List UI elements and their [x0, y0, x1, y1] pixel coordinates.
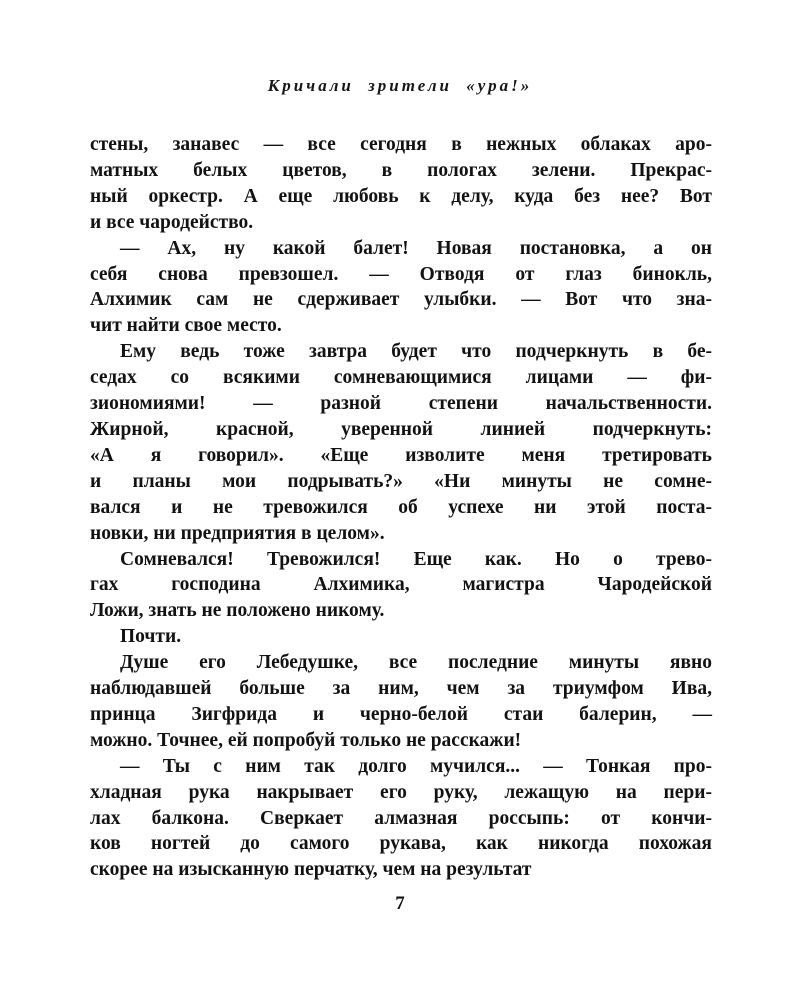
text-line: и все чародейство. — [90, 211, 254, 233]
paragraph — [90, 624, 712, 650]
text-line: седах со всякими сомневающимися лицами — фи- — [90, 367, 712, 389]
text-line: вался и не тревожился об успехе ни этой поста- — [90, 496, 712, 518]
page-number: 7 — [395, 893, 405, 914]
text-line: хладная рука накрывает его руку, лежащую на пери- — [90, 781, 712, 803]
text-line: Жирной, красной, уверенной линией подчеркнуть: — [90, 418, 712, 440]
text-line: чит найти свое место. — [90, 315, 282, 337]
text-line: Ложи, знать не положено никому. — [90, 600, 385, 622]
text-line: — Ах, ну какой балет! Новая постановка, а он — [120, 237, 712, 259]
running-header: Кричали зрители «ура!» — [267, 76, 533, 95]
paragraph — [90, 754, 712, 884]
text-line: лах балкона. Сверкает алмазная россыпь: от кончи- — [90, 807, 712, 829]
text-line: Алхимик сам не сдерживает улыбки. — Вот что зна- — [90, 289, 712, 311]
text-line: «А я говорил». «Еще изволите меня третировать — [90, 444, 712, 466]
text-line: и планы мои подрывать?» «Ни минуты не сомне- — [90, 470, 712, 492]
text-line: — Ты с ним так долго мучился... — Тонкая про- — [120, 755, 712, 777]
paragraph — [90, 547, 712, 625]
text-line: ный оркестр. А еще любовь к делу, куда без нее? Вот — [90, 185, 712, 207]
text-line: гах господина Алхимика, магистра Чародейской — [90, 574, 712, 596]
text-line: Душе его Лебедушке, все последние минуты явно — [120, 652, 712, 674]
text-line: себя снова превзошел. — Отводя от глаз бинокль, — [90, 263, 712, 285]
text-line: ков ногтей до самого рукава, как никогда похожая — [90, 833, 712, 855]
text-line: матных белых цветов, в пологах зелени. Прекрас- — [90, 159, 712, 181]
text-line: Сомневался! Тревожился! Еще как. Но о трево- — [120, 548, 712, 570]
text-line: принца Зигфрида и черно-белой стаи балерин, — — [90, 703, 712, 725]
text-line: новки, ни предприятия в целом». — [90, 522, 385, 544]
text-line: Ему ведь тоже завтра будет что подчеркнуть в бе- — [120, 341, 712, 363]
paragraph — [90, 339, 712, 546]
text-line: стены, занавес — все сегодня в нежных облаках аро- — [90, 134, 712, 155]
text-line: скорее на изысканную перчатку, чем на результат — [90, 859, 532, 881]
text-line: можно. Точнее, ей попробуй только не расскажи! — [90, 729, 522, 751]
paragraph — [90, 650, 712, 754]
text-block — [90, 132, 712, 883]
text-line: Почти. — [120, 626, 182, 648]
text-line: зиономиями! — разной степени начальственности. — [90, 393, 712, 415]
paragraph — [90, 132, 712, 236]
paragraph — [90, 236, 712, 340]
text-line: наблюдавшей больше за ним, чем за триумфом Ива, — [90, 678, 712, 700]
